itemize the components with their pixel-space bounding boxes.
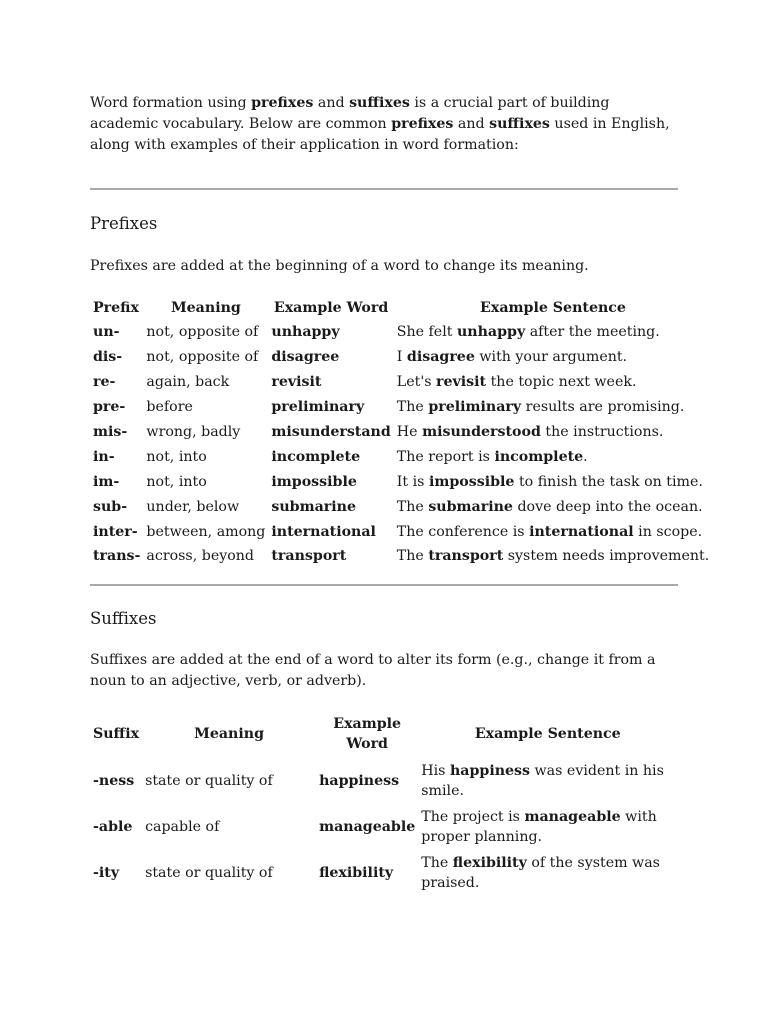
prefixes-table — [90, 295, 712, 569]
sentence-text: . — [583, 448, 588, 465]
table-row — [90, 395, 712, 420]
intro-paragraph — [90, 93, 670, 156]
meaning-cell: not, opposite of — [146, 349, 259, 366]
table-row — [90, 469, 712, 494]
prefix-cell: trans- — [93, 548, 141, 565]
column-header-prefix: Prefix — [93, 299, 139, 316]
sentence-text: It is — [396, 473, 429, 490]
meaning-cell: before — [146, 399, 193, 416]
example-sentence-cell — [394, 420, 712, 445]
sentence-highlight-word: unhappy — [456, 324, 526, 341]
table-row — [90, 804, 677, 850]
prefix-cell: sub- — [93, 498, 128, 515]
prefixes-heading: Prefixes — [90, 214, 158, 233]
example-sentence-cell — [418, 850, 677, 896]
suffixes-table-body — [90, 758, 677, 896]
prefix-cell: pre- — [93, 399, 126, 416]
sentence-highlight-word: misunderstood — [422, 424, 541, 440]
table-row — [90, 370, 712, 395]
sentence-highlight-word: happiness — [449, 762, 531, 779]
intro-text: and — [453, 116, 490, 132]
prefix-cell: in- — [93, 448, 115, 465]
example-sentence-cell — [394, 494, 712, 519]
column-header-example-sentence: Example Sentence — [480, 299, 626, 316]
sentence-text: She felt — [396, 324, 457, 341]
example-sentence-cell — [394, 469, 712, 494]
example-sentence-cell — [394, 444, 712, 469]
example-sentence-cell — [394, 544, 712, 569]
column-header-meaning: Meaning — [170, 299, 241, 316]
sentence-highlight-word: revisit — [436, 374, 487, 391]
example-word-cell: preliminary — [271, 399, 365, 416]
meaning-cell: not, into — [146, 473, 207, 490]
sentence-highlight-word: disagree — [406, 349, 475, 366]
sentence-text: The — [396, 548, 429, 565]
example-word-cell: unhappy — [271, 324, 340, 341]
prefix-cell: un- — [93, 324, 120, 341]
sentence-text: dove deep into the ocean. — [512, 498, 703, 515]
sentence-highlight-word: incomplete — [494, 448, 584, 465]
intro-bold-term: suffixes — [349, 95, 410, 111]
example-word-cell: impossible — [271, 473, 357, 490]
suffix-cell: -ness — [93, 772, 135, 789]
sentence-text: The — [421, 854, 453, 871]
example-sentence-cell — [394, 519, 712, 544]
table-row — [90, 850, 677, 896]
intro-bold-term: suffixes — [489, 116, 550, 132]
table-row — [90, 320, 712, 345]
meaning-cell: state or quality of — [145, 864, 273, 881]
sentence-text: Let's — [396, 374, 437, 391]
example-word-cell: submarine — [271, 498, 357, 515]
prefix-cell: mis- — [93, 424, 128, 440]
table-row — [90, 420, 712, 445]
meaning-cell: between, among — [146, 523, 266, 540]
sentence-text: His — [421, 762, 450, 779]
meaning-cell: not, opposite of — [146, 324, 259, 341]
sentence-text: of the system was praised. — [421, 854, 660, 891]
prefixes-table-body — [90, 320, 712, 569]
table-header-row — [90, 295, 712, 320]
sentence-text: He — [396, 424, 423, 440]
meaning-cell: across, beyond — [146, 548, 254, 565]
intro-bold-term: prefixes — [251, 95, 314, 111]
column-header-example-word: Example Word — [333, 715, 402, 752]
example-word-cell: transport — [271, 548, 347, 565]
sentence-highlight-word: flexibility — [452, 854, 527, 871]
table-row — [90, 758, 677, 804]
sentence-highlight-word: transport — [428, 548, 504, 565]
column-header-suffix: Suffix — [93, 725, 140, 742]
example-sentence-cell — [394, 370, 712, 395]
sentence-text: The conference is — [396, 523, 530, 540]
table-row — [90, 444, 712, 469]
sentence-highlight-word: preliminary — [428, 399, 522, 416]
column-header-example-word: Example Word — [273, 299, 389, 316]
sentence-highlight-word: manageable — [524, 808, 621, 825]
example-sentence-cell — [394, 395, 712, 420]
meaning-cell: not, into — [146, 448, 207, 465]
example-word-cell: manageable — [319, 818, 416, 835]
sentence-highlight-word: submarine — [428, 498, 513, 515]
example-sentence-cell — [418, 758, 677, 804]
prefix-cell: re- — [93, 374, 116, 391]
sentence-highlight-word: international — [529, 523, 634, 540]
suffix-cell: -ity — [93, 864, 120, 881]
sentence-text: The — [396, 498, 429, 515]
sentence-text: to finish the task on time. — [514, 473, 703, 490]
intro-text: Word formation using — [90, 95, 252, 111]
sentence-text: in scope. — [633, 523, 703, 540]
example-sentence-cell — [394, 345, 712, 370]
sentence-text: after the meeting. — [525, 324, 660, 341]
example-word-cell: misunderstand — [271, 424, 391, 440]
sentence-text: the instructions. — [540, 424, 664, 440]
example-word-cell: disagree — [271, 349, 340, 366]
suffixes-description: Suffixes are added at the end of a word to alter its form (e.g., change it from a noun to an adjective, verb, or adverb). — [90, 652, 656, 689]
example-sentence-cell — [418, 804, 677, 850]
sentence-text: results are promising. — [521, 399, 685, 416]
suffixes-heading: Suffixes — [90, 609, 157, 628]
sentence-text: The report is — [396, 448, 495, 465]
suffixes-table — [90, 710, 677, 896]
meaning-cell: capable of — [145, 818, 220, 835]
sentence-text: with proper planning. — [421, 808, 657, 845]
meaning-cell: under, below — [146, 498, 240, 515]
sentence-text: the topic next week. — [486, 374, 637, 391]
table-row — [90, 494, 712, 519]
intro-text: and — [313, 95, 350, 111]
suffix-cell: -able — [93, 818, 133, 835]
example-word-cell: international — [271, 523, 376, 540]
example-word-cell: revisit — [271, 374, 322, 391]
sentence-text: was evident in his smile. — [421, 762, 664, 799]
prefix-cell: inter- — [93, 523, 138, 540]
table-row — [90, 519, 712, 544]
sentence-highlight-word: impossible — [428, 473, 515, 490]
meaning-cell: state or quality of — [145, 772, 273, 789]
sentence-text: system needs improvement. — [503, 548, 710, 565]
sentence-text: The project is — [421, 808, 525, 825]
example-word-cell: happiness — [319, 772, 400, 789]
table-header-row — [90, 710, 677, 758]
intro-text: used in English, along with examples of their application in word formation: — [90, 116, 670, 153]
sentence-text: with your argument. — [474, 349, 628, 366]
table-row — [90, 345, 712, 370]
sentence-text: I — [396, 349, 407, 366]
section-divider — [90, 584, 678, 586]
intro-text: is a crucial part of building academic vocabulary. Below are common — [90, 95, 610, 132]
prefix-cell: dis- — [93, 349, 123, 366]
section-divider — [90, 188, 678, 190]
meaning-cell: again, back — [146, 374, 230, 391]
example-sentence-cell — [394, 320, 712, 345]
prefix-cell: im- — [93, 473, 120, 490]
column-header-meaning: Meaning — [194, 725, 264, 742]
prefixes-description: Prefixes are added at the beginning of a word to change its meaning. — [90, 258, 589, 274]
sentence-text: The — [396, 399, 429, 416]
example-word-cell: flexibility — [319, 864, 394, 881]
table-row — [90, 544, 712, 569]
intro-bold-term: prefixes — [391, 116, 454, 132]
column-header-example-sentence: Example Sentence — [474, 725, 621, 742]
meaning-cell: wrong, badly — [146, 424, 241, 440]
example-word-cell: incomplete — [271, 448, 361, 465]
